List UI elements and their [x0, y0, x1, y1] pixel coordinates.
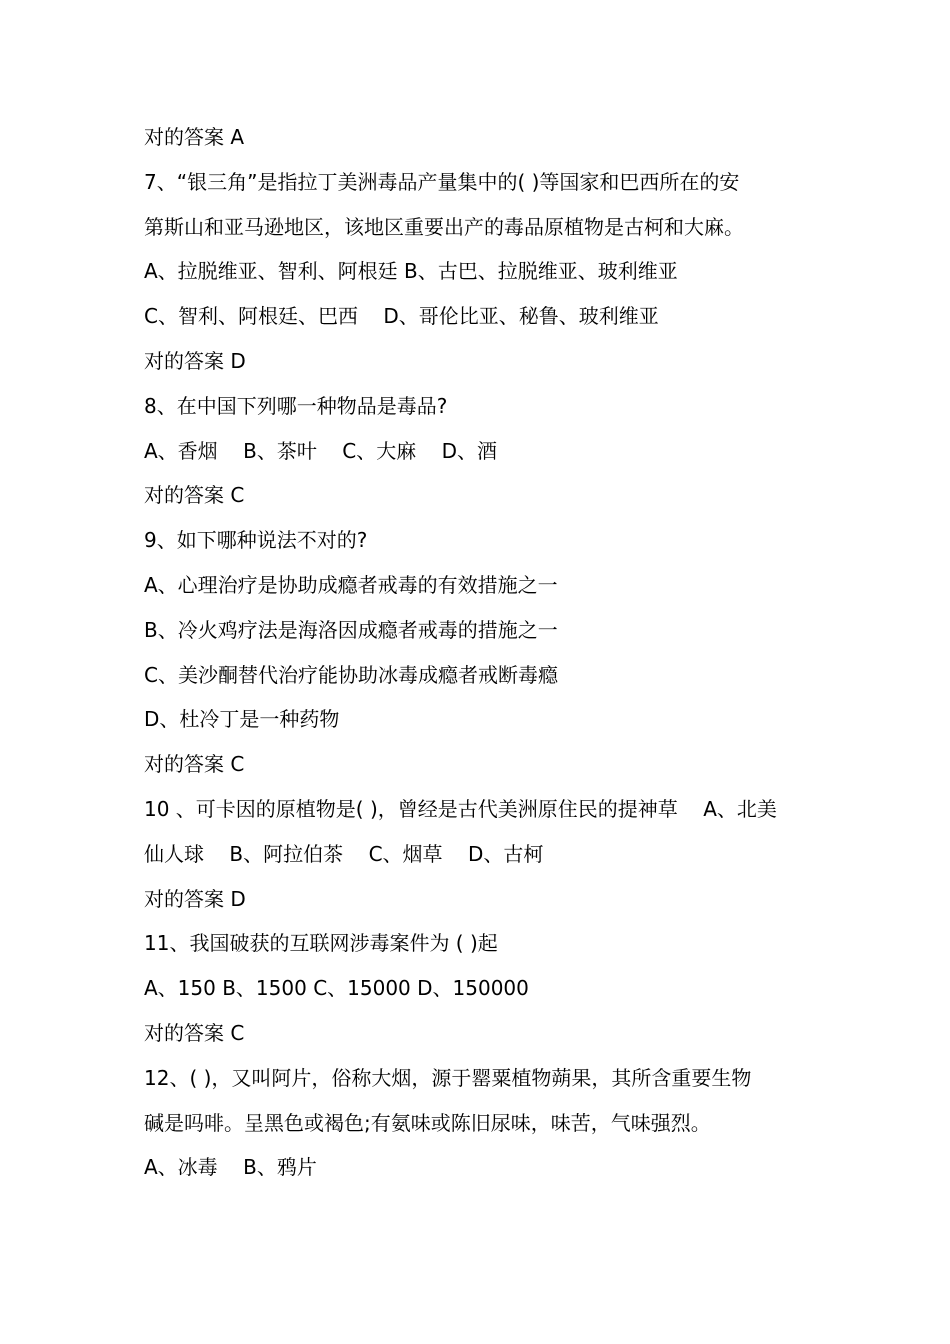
answer-line: 对的答案 C [144, 752, 245, 777]
question-11: 11、我国破获的互联网涉毒案件为 ( )起 [144, 931, 498, 956]
question-9-option-d: D、杜冷丁是一种药物 [144, 707, 340, 732]
question-7-options-ab: A、拉脱维亚、智利、阿根廷 B、古巴、拉脱维亚、玻利维亚 [144, 259, 678, 284]
question-7-line-2: 第斯山和亚马逊地区，该地区重要出产的毒品原植物是古柯和大麻。 [144, 214, 744, 239]
question-8: 8、在中国下列哪一种物品是毒品? [144, 393, 448, 418]
answer-line: 对的答案 A [144, 125, 245, 149]
question-9: 9、如下哪种说法不对的? [144, 528, 368, 553]
question-12-line-2: 碱是吗啡。呈黑色或褐色;有氨味或陈旧尿味，味苦，气味强烈。 [144, 1110, 711, 1135]
question-12-line-1: 12、( )，又叫阿片，俗称大烟，源于罂粟植物蒴果，其所含重要生物 [144, 1065, 752, 1090]
question-7-line-1: 7、“银三角”是指拉丁美洲毒品产量集中的( )等国家和巴西所在的安 [144, 169, 740, 194]
question-7-options-cd: C、智利、阿根廷、巴西 D、哥伦比亚、秘鲁、玻利维亚 [144, 304, 659, 329]
question-9-option-a: A、心理治疗是协助成瘾者戒毒的有效措施之一 [144, 572, 558, 597]
question-9-option-c: C、美沙酮替代治疗能协助冰毒成瘾者戒断毒瘾 [144, 662, 558, 687]
answer-line: 对的答案 C [144, 483, 245, 508]
answer-line: 对的答案 D [144, 886, 246, 911]
answer-line: 对的答案 C [144, 1020, 245, 1045]
answer-line: 对的答案 D [144, 348, 246, 373]
question-12-options: A、冰毒 B、鸦片 [144, 1155, 317, 1180]
question-9-option-b: B、冷火鸡疗法是海洛因成瘾者戒毒的措施之一 [144, 617, 558, 642]
question-11-options: A、150 B、1500 C、15000 D、150000 [144, 976, 529, 1001]
question-10-line-2: 仙人球 B、阿拉伯茶 C、烟草 D、古柯 [144, 841, 544, 866]
document-body [144, 115, 824, 1190]
question-8-options: A、香烟 B、茶叶 C、大麻 D、酒 [144, 438, 498, 463]
question-10-line-1: 10 、可卡因的原植物是( )，曾经是古代美洲原住民的提神草 A、北美 [144, 796, 777, 821]
